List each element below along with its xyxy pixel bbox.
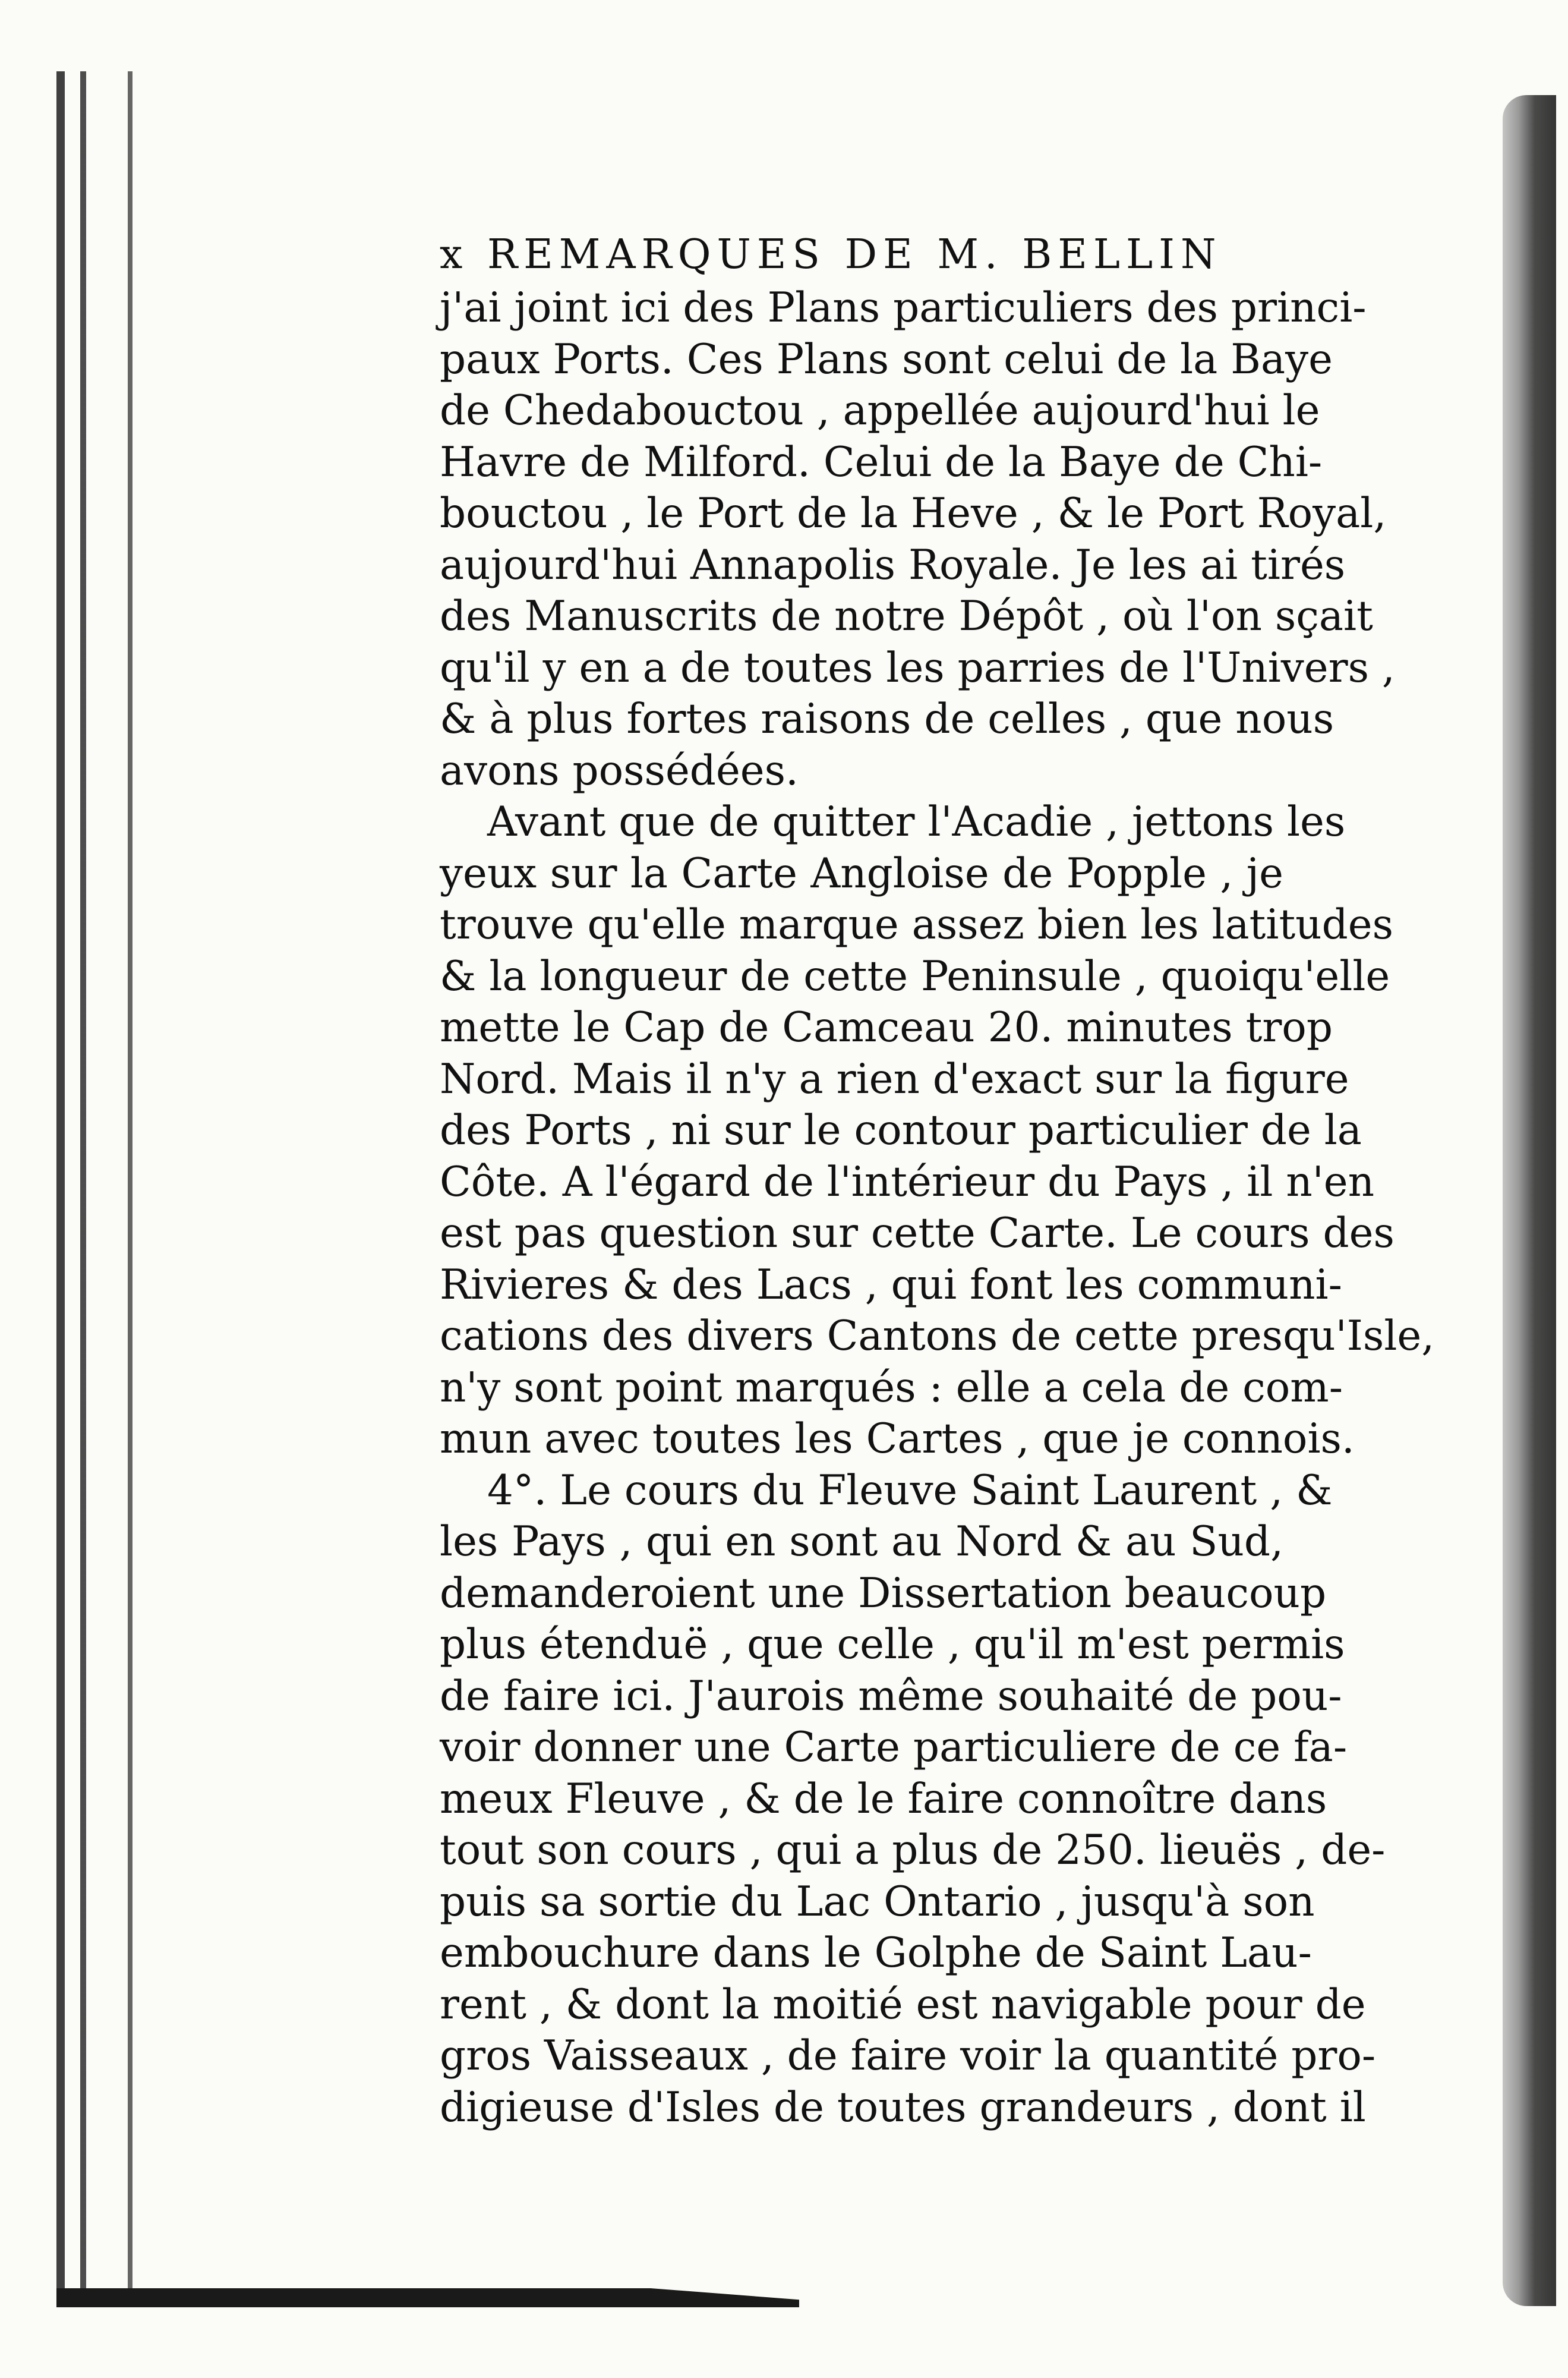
text-line: plus étenduë , que celle , qu'il m'est permis [440, 1621, 1345, 1668]
text-line: n'y sont point marqués : elle a cela de com- [440, 1363, 1343, 1412]
text-line: Avant que de quitter l'Acadie , jettons les [487, 798, 1346, 846]
text-line: les Pays , qui en sont au Nord & au Sud, [440, 1518, 1283, 1566]
text-column [440, 231, 1435, 2133]
text-line: 4°. Le cours du Fleuve Saint Laurent , & [487, 1466, 1333, 1514]
text-line: embouchure dans le Golphe de Saint Lau- [440, 1929, 1312, 1977]
text-line: paux Ports. Ces Plans sont celui de la Baye [440, 335, 1333, 383]
text-line: de faire ici. J'aurois même souhaité de pou- [440, 1672, 1342, 1720]
text-line: aujourd'hui Annapolis Royale. Je les ai tirés [440, 541, 1346, 589]
text-line: bouctou , le Port de la Heve , & le Port Royal, [440, 490, 1387, 537]
text-line: j'ai joint ici des Plans particuliers des princi- [440, 284, 1367, 332]
running-head: x REMARQUES DE M. BELLIN [440, 231, 1222, 278]
text-line: digieuse d'Isles de toutes grandeurs , dont il [440, 2083, 1366, 2131]
text-line: cations des divers Cantons de cette presqu'Isle, [440, 1312, 1435, 1360]
text-line: gros Vaisseaux , de faire voir la quantité pro- [440, 2032, 1376, 2080]
bottom-binding-edge [56, 2288, 799, 2307]
text-line: Havre de Milford. Celui de la Baye de Chi- [440, 438, 1323, 486]
text-line: rent , & dont la moitié est navigable pour de [440, 1980, 1366, 2029]
text-line: est pas question sur cette Carte. Le cours des [440, 1210, 1395, 1257]
binding-gutter [56, 71, 146, 2300]
text-line: de Chedabouctou , appellée aujourd'hui le [440, 387, 1320, 434]
right-page-edge [1503, 95, 1556, 2306]
text-line: & à plus fortes raisons de celles , que nous [440, 695, 1334, 743]
text-line: trouve qu'elle marque assez bien les latitudes [440, 901, 1394, 949]
text-line: puis sa sortie du Lac Ontario , jusqu'à son [440, 1878, 1315, 1926]
body-text [440, 282, 1435, 2133]
text-line: demanderoient une Dissertation beaucoup [440, 1569, 1327, 1617]
text-line: Nord. Mais il n'y a rien d'exact sur la figure [440, 1055, 1349, 1103]
text-line: Rivieres & des Lacs , qui font les communi- [440, 1261, 1342, 1309]
text-line: qu'il y en a de toutes les parries de l'Univers , [440, 644, 1395, 692]
text-line: & la longueur de cette Peninsule , quoiqu'elle [440, 952, 1390, 1000]
text-line: voir donner une Carte particuliere de ce fa- [440, 1724, 1348, 1771]
text-line: yeux sur la Carte Angloise de Popple , je [440, 849, 1283, 897]
text-line: avons possédées. [440, 747, 799, 795]
text-line: mun avec toutes les Cartes , que je connois. [440, 1415, 1355, 1463]
text-line: des Ports , ni sur le contour particulier de la [440, 1107, 1362, 1154]
text-line: meux Fleuve , & de le faire connoître dans [440, 1775, 1327, 1823]
text-line: Côte. A l'égard de l'intérieur du Pays , il n'en [440, 1158, 1375, 1206]
text-line: tout son cours , qui a plus de 250. lieuës , de- [440, 1826, 1386, 1874]
text-line: des Manuscrits de notre Dépôt , où l'on sçait [440, 593, 1373, 640]
text-line: mette le Cap de Camceau 20. minutes trop [440, 1004, 1333, 1051]
